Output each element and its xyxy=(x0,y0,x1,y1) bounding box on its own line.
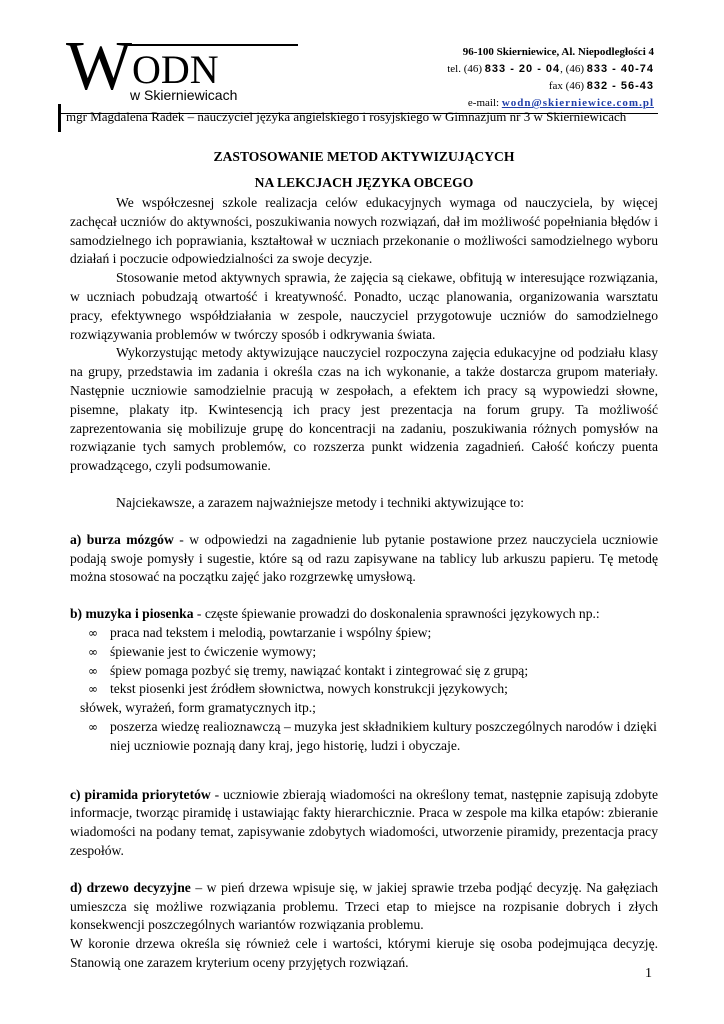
document-title-line1: ZASTOSOWANIE METOD AKTYWIZUJĄCYCH xyxy=(213,149,515,164)
contact-block xyxy=(447,44,654,112)
list-item: ∞ praca nad tekstem i melodią, powtarzanie i wspólny śpiew; xyxy=(70,624,658,643)
logo-letter-w: W xyxy=(66,28,131,105)
section-a-label: a) burza mózgów xyxy=(70,531,174,547)
paragraph-3: Wykorzystując metody aktywizujące nauczyciel rozpoczyna zajęcia edukacyjne od podziału klasy na grupy, przedstawia im zadania i określa czas na ich wykonanie, a także dostarcza grupom materiały. Następnie uczniowie samodzielnie pracują w zespołach, a efektem ich pracy są wypowiedzi słowne, pisemne, plakaty itp. Kwintesencją ich pracy jest prezentacja na forum grupy. Ta możliwość zaprezentowania się mobilizuje grupę do koncentracji na zadaniu, poszukiwania różnych pomysłów na rozwiązanie tych samych problemów, co rozszerza punkt widzenia zagadnień. Całość kończy puenta prowadzącego, czyli podsumowanie. xyxy=(70,345,658,474)
list-item: ∞ tekst piosenki jest źródłem słownictwa, nowych konstrukcji językowych; xyxy=(70,680,658,699)
infinity-bullet-icon: ∞ xyxy=(88,644,98,659)
logo-odn: ODN xyxy=(132,47,219,92)
section-d: d) drzewo decyzyjne – w pień drzewa wpisuje się, w jakiej sprawie trzeba podjąć decyzję. Na gałęziach umieszcza się możliwe rozwiązania problemu. Trzeci etap to miejsce na rozpisanie dobrych i złych konsekwencji poszczególnych wariantów rozwiązania problemu. xyxy=(70,879,658,933)
paragraph-1: We współczesnej szkole realizacja celów edukacyjnych wymaga od nauczyciela, by więcej zachęcał uczniów do aktywności, poszukiwania nowych rozwiązań, dał im możliwość popełniania błędów i samodzielnego ich poprawiania, kształtował w uczniach przekonanie o możliwości samodzielnego wyboru działań i poczucie odpowiedzialności za swoje decyzje. xyxy=(70,195,658,267)
section-a: a) burza mózgów - w odpowiedzi na zagadnienie lub pytanie postawione przez nauczyciela uczniowie podają swoje pomysły i sugestie, które są od razu zapisywane na tablicy lub arkuszu papieru. Tę metodę można stosować na początku zajęć jako rozgrzewkę umysłową. xyxy=(70,531,658,585)
list-item: ∞ śpiewanie jest to ćwiczenie wymowy; xyxy=(70,643,658,662)
logo-subtitle: w Skierniewicach xyxy=(130,87,238,103)
section-b: b) muzyka i piosenka - częste śpiewanie prowadzi do doskonalenia sprawności językowych np.: xyxy=(70,606,600,622)
infinity-bullet-icon: ∞ xyxy=(88,682,98,697)
header-accent-bar xyxy=(58,104,61,132)
contact-tel: tel. (46) 833 - 20 - 04, (46) 833 - 40-74 xyxy=(447,63,654,75)
contact-email: e-mail: wodn@skierniewice.com.pl xyxy=(467,97,654,109)
section-b-label: b) muzyka i piosenka xyxy=(70,606,194,622)
paragraph-2: Stosowanie metod aktywnych sprawia, że zajęcia są ciekawe, obfitują w interesujące rozwiązania, w uczniach pobudzają otwartość i kreatywność. Ponadto, ucząc planowania, organizowania warsztatu pracy, efektywnego współdziałania w zespole, nauczyciel przygotowuje uczniów do samodzielnego rozwiązywania problemów w twórczy sposób i odkrywania świata. xyxy=(70,270,658,342)
section-c: c) piramida priorytetów - uczniowie zbierają wiadomości na określony temat, następnie zapisują zdobyte informacje, tworząc piramidę i ustawiając fakty hierarchicznie. Praca w zespole ma kilka etapów: zbieranie wiadomości na podany temat, zapisywanie zdobytych wiadomości, utworzenie piramidy, prezentacja pracy zespołów. xyxy=(70,786,658,858)
section-c-label: c) piramida priorytetów xyxy=(70,786,211,802)
author-line: mgr Magdalena Radek – nauczyciel języka angielskiego i rosyjskiego w Gimnazjum nr 3 w Skierniewicach xyxy=(66,109,627,124)
section-d-continuation: W koronie drzewa określa się również cele i wartości, którymi kieruje się osoba podejmująca decyzję. Stanowią one zarazem kryterium oceny przyjętych rozwiązań. xyxy=(70,936,658,970)
list-item: ∞ śpiew pomaga pozbyć się tremy, nawiązać kontakt i zintegrować się z grupą; xyxy=(70,662,658,681)
section-d-label: d) drzewo decyzyjne xyxy=(70,879,191,895)
page-number: 1 xyxy=(645,966,652,981)
contact-fax: fax (46) 832 - 56-43 xyxy=(548,80,654,92)
infinity-bullet-icon: ∞ xyxy=(88,719,98,734)
paragraph-4: Najciekawsze, a zarazem najważniejsze metody i techniki aktywizujące to: xyxy=(116,494,524,510)
document-body xyxy=(70,148,658,973)
document-title-line2: NA LEKCJACH JĘZYKA OBCEGO xyxy=(254,175,474,190)
infinity-bullet-icon: ∞ xyxy=(88,625,98,640)
wodn-logo xyxy=(66,28,316,108)
email-link[interactable]: wodn@skierniewice.com.pl xyxy=(501,97,654,109)
logo-bar xyxy=(128,44,298,46)
contact-address: 96-100 Skierniewice, Al. Niepodległości 4 xyxy=(462,46,654,58)
infinity-bullet-icon: ∞ xyxy=(88,663,98,678)
section-b-bullets-2 xyxy=(70,718,658,756)
section-b-bullets xyxy=(70,624,658,699)
section-b-continuation: słówek, wyrażeń, form gramatycznych itp.; xyxy=(80,700,316,716)
list-item: ∞ poszerza wiedzę realioznawczą – muzyka jest składnikiem kultury poszczególnych narodów i dzięki niej uczniowie poznają dany kraj, jego historię, ludzi i obyczaje. xyxy=(88,718,657,753)
